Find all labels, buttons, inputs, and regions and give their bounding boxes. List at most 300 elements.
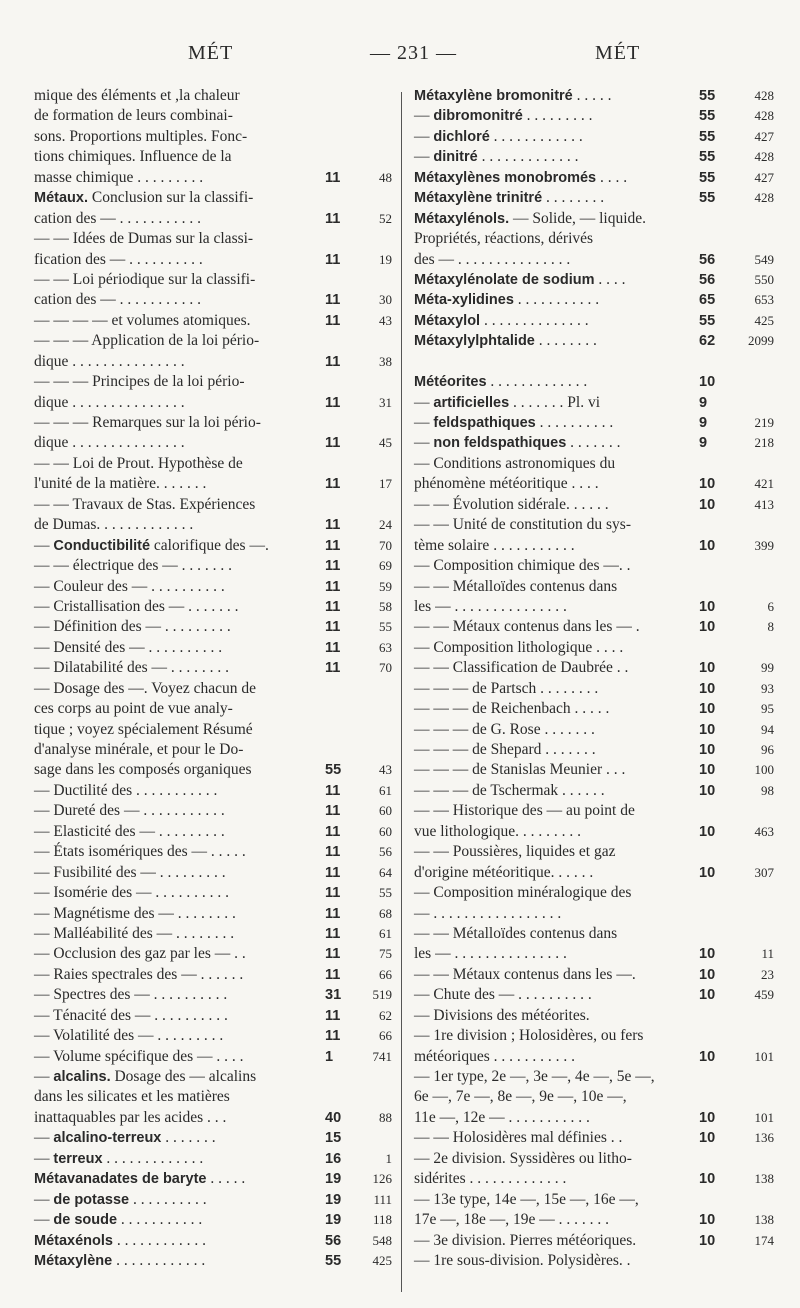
index-entry: [34, 515, 392, 535]
entry-heading: Méta-xylidines: [414, 292, 514, 309]
volume-number: 10: [699, 1212, 716, 1229]
entry-text: — — — de G. Rose . . . . . . .: [414, 720, 595, 738]
volume-number: 11: [325, 292, 341, 309]
index-entry: [414, 1231, 774, 1251]
page-ref: 17: [379, 476, 392, 492]
index-entry: [414, 597, 774, 617]
page-ref: 174: [754, 1232, 774, 1248]
entry-heading: Métavanadates de baryte: [34, 1171, 207, 1188]
entry-text: — 13e type, 14e —, 15e —, 16e —,: [414, 1190, 639, 1208]
entry-text: — — Loi périodique sur la classifi-: [34, 270, 256, 288]
volume-number: 16: [325, 1150, 342, 1167]
index-entry: [34, 1006, 392, 1026]
entry-heading: alcalino-terreux: [53, 1130, 162, 1147]
index-entry: [34, 352, 392, 372]
page-ref: 428: [754, 88, 774, 103]
volume-number: 11: [325, 803, 341, 820]
entry-text: d'analyse minérale, et pour le Do-: [34, 741, 244, 758]
index-entry: [414, 617, 774, 637]
volume-number: 11: [325, 251, 341, 268]
entry-text: d'origine météoritique. . . . . .: [414, 863, 594, 881]
volume-number: 11: [325, 578, 341, 595]
page-ref: 425: [372, 1252, 392, 1268]
index-entry: [34, 556, 392, 576]
entry-text: — de soude . . . . . . . . . . .: [34, 1211, 203, 1229]
entry-text: sidérites . . . . . . . . . . . . .: [414, 1170, 567, 1188]
entry-text: — — Évolution sidérale. . . . . .: [414, 495, 609, 513]
entry-text: 17e —, 18e —, 19e — . . . . . . .: [414, 1211, 610, 1229]
volume-number: 10: [699, 476, 716, 493]
volume-number: 55: [699, 312, 716, 329]
index-entry: [34, 740, 392, 760]
page-ref: 413: [754, 496, 774, 512]
volume-number: 11: [325, 925, 341, 942]
entry-text: Métaux. Conclusion sur la classifi-: [34, 189, 254, 207]
entry-text: inattaquables par les acides . . .: [34, 1108, 227, 1126]
index-entry: [414, 740, 774, 760]
entry-text: — feldspathiques . . . . . . . . . .: [414, 414, 614, 431]
entry-text: — — — Application de la loi pério-: [34, 332, 260, 350]
volume-number: 10: [699, 1109, 716, 1126]
entry-text: — Ductilité des . . . . . . . . . . .: [34, 781, 218, 799]
entry-text: — alcalino-terreux . . . . . . .: [34, 1129, 216, 1147]
page-ref: 62: [379, 1007, 392, 1023]
index-entry: [34, 393, 392, 413]
page-ref: 45: [379, 435, 392, 451]
page-ref: 59: [379, 578, 392, 594]
index-entry: [414, 515, 774, 535]
index-entry: [34, 495, 392, 515]
index-entry: [34, 331, 392, 351]
index-entry: [414, 474, 774, 494]
entry-text: — Définition des — . . . . . . . . .: [34, 618, 231, 636]
entry-text: — Ténacité des — . . . . . . . . . .: [34, 1006, 228, 1024]
page-ref: 96: [761, 742, 774, 757]
page-ref: 43: [379, 312, 392, 328]
volume-number: 19: [325, 1212, 342, 1229]
entry-text: dique . . . . . . . . . . . . . . .: [34, 393, 185, 411]
page-ref: 55: [379, 619, 392, 635]
entry-text: — — Holosidères mal définies . .: [414, 1129, 623, 1147]
index-entry: [414, 904, 774, 924]
entry-text: — 1re sous-division. Polysidères. .: [414, 1251, 631, 1269]
page-ref: 58: [379, 598, 392, 614]
page-ref: 55: [379, 885, 392, 901]
entry-text: — — — de Reichenbach . . . . .: [414, 700, 610, 718]
entry-text: — Densité des — . . . . . . . . . .: [34, 638, 223, 656]
page-ref: 75: [379, 946, 392, 962]
volume-number: 19: [325, 1171, 342, 1188]
page-number: — 231 —: [370, 42, 457, 64]
entry-text: — Elasticité des — . . . . . . . . .: [34, 822, 225, 840]
entry-text: — — — Remarques sur la loi pério-: [34, 414, 261, 431]
entry-text: — — Classification de Daubrée . .: [414, 659, 629, 677]
index-entry: [414, 290, 774, 310]
page-ref: 69: [379, 558, 392, 574]
entry-text: — — — de Shepard . . . . . . .: [414, 741, 596, 758]
index-entry: [34, 760, 392, 780]
entry-text: vue lithologique. . . . . . . . .: [414, 822, 582, 840]
page-ref: 138: [754, 1171, 774, 1187]
page-ref: 6: [767, 598, 774, 614]
index-entry: [414, 556, 774, 576]
entry-text: ces corps au point de vue analy-: [34, 700, 233, 718]
volume-number: 11: [325, 476, 341, 493]
volume-number: 55: [325, 762, 342, 779]
index-entry: [34, 250, 392, 270]
page-ref: 61: [379, 782, 392, 798]
page-ref: 61: [379, 925, 392, 941]
volume-number: 9: [699, 435, 708, 452]
column-divider: [401, 92, 402, 1292]
index-entry: [414, 433, 774, 453]
entry-text: météoriques . . . . . . . . . . .: [414, 1047, 576, 1065]
entry-text: — Composition lithologique . . . .: [414, 638, 624, 656]
page-ref: 52: [379, 210, 392, 226]
entry-text: — États isomériques des — . . . . .: [34, 843, 246, 861]
entry-text: — Magnétisme des — . . . . . . . .: [34, 904, 236, 922]
volume-number: 31: [325, 987, 342, 1004]
entry-text: phénomène météoritique . . . .: [414, 475, 599, 493]
entry-text: — Raies spectrales des — . . . . . .: [34, 965, 244, 983]
index-entry: [34, 270, 392, 290]
page-ref: 24: [379, 517, 392, 533]
volume-number: 10: [699, 619, 716, 636]
entry-text: — — Travaux de Stas. Expériences: [34, 495, 256, 513]
entry-heading: Conductibilité: [53, 537, 151, 554]
entry-heading: Métaxylylphtalide: [414, 333, 535, 350]
index-entry: [414, 106, 774, 126]
volume-number: 10: [699, 1232, 716, 1249]
entry-text: — 2e division. Syssidères ou litho-: [414, 1149, 632, 1167]
index-entry: [34, 229, 392, 249]
entry-text: — — — — et volumes atomiques.: [34, 311, 251, 329]
page-ref: 218: [754, 435, 774, 451]
entry-text: Métaxylène trinitré . . . . . . . .: [414, 189, 605, 207]
index-entry: [414, 883, 774, 903]
page-ref: 8: [767, 619, 774, 635]
index-entry: [34, 372, 392, 392]
page-ref: 549: [754, 251, 774, 267]
volume-number: 10: [699, 823, 716, 840]
volume-number: 11: [325, 864, 341, 881]
volume-number: 10: [699, 946, 716, 963]
index-entry: [414, 147, 774, 167]
page-ref: 43: [379, 762, 392, 778]
entry-text: dique . . . . . . . . . . . . . . .: [34, 434, 185, 452]
page-ref: 93: [761, 680, 774, 696]
index-entry: [34, 433, 392, 453]
index-entry: [34, 883, 392, 903]
entry-heading: artificielles: [433, 394, 510, 411]
volume-number: 55: [699, 108, 716, 125]
entry-text: de Dumas. . . . . . . . . . . . .: [34, 516, 194, 534]
entry-heading: non feldspathiques: [433, 435, 567, 452]
entry-text: — dichloré . . . . . . . . . . . .: [414, 127, 583, 145]
volume-number: 15: [325, 1130, 342, 1147]
page-ref: 741: [372, 1048, 392, 1064]
page-ref: 100: [754, 762, 774, 778]
index-entry: [34, 597, 392, 617]
entry-text: — . . . . . . . . . . . . . . . . .: [414, 904, 562, 922]
index-entry: [34, 413, 392, 433]
index-entry: [34, 311, 392, 331]
volume-number: 11: [325, 966, 341, 983]
left-column: [34, 86, 392, 1271]
entry-heading: Métaxylène bromonitré: [414, 88, 573, 104]
index-entry: [34, 1047, 392, 1067]
index-entry: [34, 1251, 392, 1271]
page-ref: 428: [754, 190, 774, 206]
entry-text: Métaxylénols. — Solide, — liquide.: [414, 209, 647, 227]
index-entry: [414, 1149, 774, 1169]
entry-text: Métaxylènes monobromés . . . .: [414, 168, 628, 186]
entry-text: dans les silicates et les matières: [34, 1088, 230, 1106]
page-ref: 427: [754, 128, 774, 144]
page-ref: 95: [761, 701, 774, 717]
entry-text: de formation de leurs combinai-: [34, 107, 233, 125]
page-ref: 56: [379, 844, 392, 860]
volume-number: 11: [325, 210, 341, 227]
entry-text: Métaxénols . . . . . . . . . . . .: [34, 1231, 206, 1249]
index-entry: [34, 1087, 392, 1107]
index-entry: [414, 270, 774, 290]
entry-text: — 1er type, 2e —, 3e —, 4e —, 5e —,: [414, 1068, 655, 1085]
entry-text: tique ; voyez spécialement Résumé: [34, 720, 253, 738]
index-entry: [414, 699, 774, 719]
entry-text: — terreux . . . . . . . . . . . . .: [34, 1149, 204, 1167]
index-entry: [34, 1128, 392, 1148]
index-entry: [34, 536, 392, 556]
index-entry: [34, 577, 392, 597]
page-ref: 519: [372, 987, 392, 1003]
entry-heading: alcalins.: [53, 1069, 111, 1085]
page-ref: 550: [754, 271, 774, 287]
index-entry: [34, 290, 392, 310]
entry-text: — — Métaux contenus dans les — .: [414, 618, 640, 636]
index-entry: [34, 1108, 392, 1128]
entry-text: — — Historique des — au point de: [414, 802, 635, 820]
entry-text: — Isomérie des — . . . . . . . . . .: [34, 884, 230, 902]
right-column: [414, 86, 774, 1271]
index-entry: [414, 1190, 774, 1210]
index-entry: [34, 822, 392, 842]
volume-number: 11: [325, 660, 341, 677]
entry-heading: Métaxylène: [34, 1252, 113, 1269]
index-entry: [34, 1169, 392, 1189]
index-entry: [34, 1149, 392, 1169]
index-entry: [414, 944, 774, 964]
entry-text: — — — de Partsch . . . . . . . .: [414, 679, 599, 697]
page-ref: 31: [379, 394, 392, 410]
page-ref: 60: [379, 803, 392, 819]
index-entry: [414, 413, 774, 433]
entry-heading: terreux: [53, 1150, 103, 1167]
index-entry: [414, 168, 774, 188]
entry-heading: Métaxylol: [414, 312, 481, 329]
index-entry: [414, 1169, 774, 1189]
index-entry: [34, 209, 392, 229]
index-entry: [414, 352, 774, 372]
page-ref: 88: [379, 1109, 392, 1125]
entry-text: — alcalins. Dosage des — alcalins: [34, 1068, 257, 1085]
volume-number: 11: [325, 885, 341, 902]
index-entry: [34, 679, 392, 699]
volume-number: 56: [699, 271, 716, 288]
entry-text: — — électrique des — . . . . . . .: [34, 557, 233, 575]
page-ref: 101: [754, 1048, 774, 1064]
entry-text: les — . . . . . . . . . . . . . . .: [414, 597, 567, 615]
entry-text: — — Unité de constitution du sys-: [414, 516, 631, 534]
entry-text: 11e —, 12e — . . . . . . . . . . .: [414, 1108, 590, 1126]
index-entry: [414, 209, 774, 229]
entry-text: les — . . . . . . . . . . . . . . .: [414, 945, 567, 963]
volume-number: 11: [325, 435, 341, 452]
page-ref: 60: [379, 823, 392, 839]
index-entry: [34, 454, 392, 474]
entry-text: — — Métaux contenus dans les —.: [414, 965, 636, 983]
index-entry: [34, 842, 392, 862]
entry-text: mique des éléments et ,la chaleur: [34, 87, 240, 104]
entry-text: Météorites . . . . . . . . . . . . .: [414, 373, 588, 391]
index-entry: [414, 86, 774, 106]
page-ref: 463: [754, 823, 774, 839]
entry-text: — Composition minéralogique des: [414, 884, 632, 902]
volume-number: 10: [699, 987, 716, 1004]
volume-number: 11: [325, 905, 341, 922]
page-ref: 2099: [748, 333, 774, 349]
volume-number: 10: [699, 680, 716, 697]
volume-number: 10: [699, 1171, 716, 1188]
volume-number: 55: [699, 169, 716, 186]
index-entry: [34, 658, 392, 678]
volume-number: 11: [325, 598, 341, 615]
entry-heading: dibromonitré: [433, 108, 523, 125]
page-ref: 428: [754, 149, 774, 165]
volume-number: 65: [699, 292, 716, 309]
entry-text: — — Poussières, liquides et gaz: [414, 843, 616, 861]
page-ref: 307: [754, 864, 774, 880]
entry-text: — Malléabilité des — . . . . . . . .: [34, 924, 235, 942]
page-ref: 101: [754, 1109, 774, 1125]
entry-text: Métavanadates de baryte . . . . .: [34, 1170, 246, 1188]
index-entry: [34, 638, 392, 658]
entry-heading: feldspathiques: [433, 415, 536, 431]
index-entry: [414, 760, 774, 780]
index-entry: [414, 331, 774, 351]
entry-heading: dinitré: [433, 149, 478, 166]
page-ref: 98: [761, 782, 774, 798]
page-ref: 63: [379, 639, 392, 655]
entry-text: dique . . . . . . . . . . . . . . .: [34, 352, 185, 370]
index-entry: [414, 229, 774, 249]
index-entry: [414, 536, 774, 556]
index-entry: [34, 781, 392, 801]
entry-heading: Métaxylènes monobromés: [414, 169, 597, 186]
volume-number: 55: [325, 1252, 342, 1269]
index-entry: [34, 1067, 392, 1087]
entry-heading: dichloré: [433, 128, 490, 145]
index-entry: [414, 311, 774, 331]
entry-text: — Volatilité des — . . . . . . . . .: [34, 1027, 224, 1045]
index-entry: [34, 1026, 392, 1046]
volume-number: 11: [325, 394, 341, 411]
entry-text: — Dosage des —. Voyez chacun de: [34, 679, 256, 697]
entry-text: — Fusibilité des — . . . . . . . . .: [34, 863, 226, 881]
entry-heading: Métaxylène trinitré: [414, 190, 543, 207]
entry-text: — Conductibilité calorifique des —.: [34, 536, 269, 554]
entry-heading: Métaxylénols.: [414, 210, 510, 227]
page-ref: 1: [385, 1150, 392, 1166]
index-entry: [414, 250, 774, 270]
entry-text: — Spectres des — . . . . . . . . . .: [34, 986, 228, 1004]
entry-text: — Divisions des météorites.: [414, 1006, 590, 1024]
page-ref: 94: [761, 721, 774, 737]
entry-heading: de potasse: [53, 1191, 130, 1208]
volume-number: 10: [699, 1048, 716, 1065]
index-entry: [34, 188, 392, 208]
page-ref: 66: [379, 966, 392, 982]
entry-text: Métaxylénolate de sodium . . . .: [414, 270, 626, 288]
running-head-left: MÉT: [188, 42, 234, 64]
page-ref: 38: [379, 353, 392, 369]
volume-number: 40: [325, 1109, 342, 1126]
entry-text: — — — de Tschermak . . . . . .: [414, 781, 605, 799]
volume-number: 11: [325, 823, 341, 840]
entry-text: — Chute des — . . . . . . . . . .: [414, 986, 592, 1004]
entry-text: sage dans les composés organiques: [34, 761, 252, 779]
volume-number: 10: [699, 721, 716, 738]
volume-number: 10: [699, 762, 716, 779]
volume-number: 10: [699, 864, 716, 881]
page-ref: 219: [754, 415, 774, 430]
index-entry: [34, 720, 392, 740]
page-ref: 421: [754, 476, 774, 492]
entry-text: — dinitré . . . . . . . . . . . . .: [414, 148, 579, 166]
volume-number: 11: [325, 946, 341, 963]
entry-text: — Conditions astronomiques du: [414, 454, 616, 472]
entry-text: fication des — . . . . . . . . . .: [34, 250, 203, 268]
page-ref: 64: [379, 864, 392, 880]
entry-text: — Composition chimique des —. .: [414, 557, 631, 575]
entry-heading: Métaxylénolate de sodium: [414, 271, 595, 288]
page-ref: 399: [754, 537, 774, 553]
index-entry: [414, 495, 774, 515]
page-ref: 99: [761, 660, 774, 676]
page-ref: 428: [754, 108, 774, 124]
volume-number: 11: [325, 169, 341, 186]
index-entry: [414, 577, 774, 597]
index-entry: [414, 965, 774, 985]
entry-text: cation des — . . . . . . . . . . .: [34, 291, 202, 309]
index-entry: [34, 617, 392, 637]
index-entry: [414, 720, 774, 740]
entry-text: Métaxylène bromonitré . . . . .: [414, 87, 612, 104]
index-entry: [414, 1067, 774, 1087]
entry-text: — Occlusion des gaz par les — . .: [34, 945, 246, 963]
index-entry: [414, 1128, 774, 1148]
page-ref: 425: [754, 312, 774, 328]
index-entry: [414, 127, 774, 147]
entry-text: — — Loi de Prout. Hypothèse de: [34, 454, 243, 472]
entry-text: — 3e division. Pierres météoriques.: [414, 1231, 637, 1249]
volume-number: 11: [325, 782, 341, 799]
page-ref: 111: [373, 1191, 392, 1207]
index-entry: [414, 188, 774, 208]
page-ref: 138: [754, 1212, 774, 1228]
volume-number: 62: [699, 333, 716, 350]
index-entry: [34, 474, 392, 494]
